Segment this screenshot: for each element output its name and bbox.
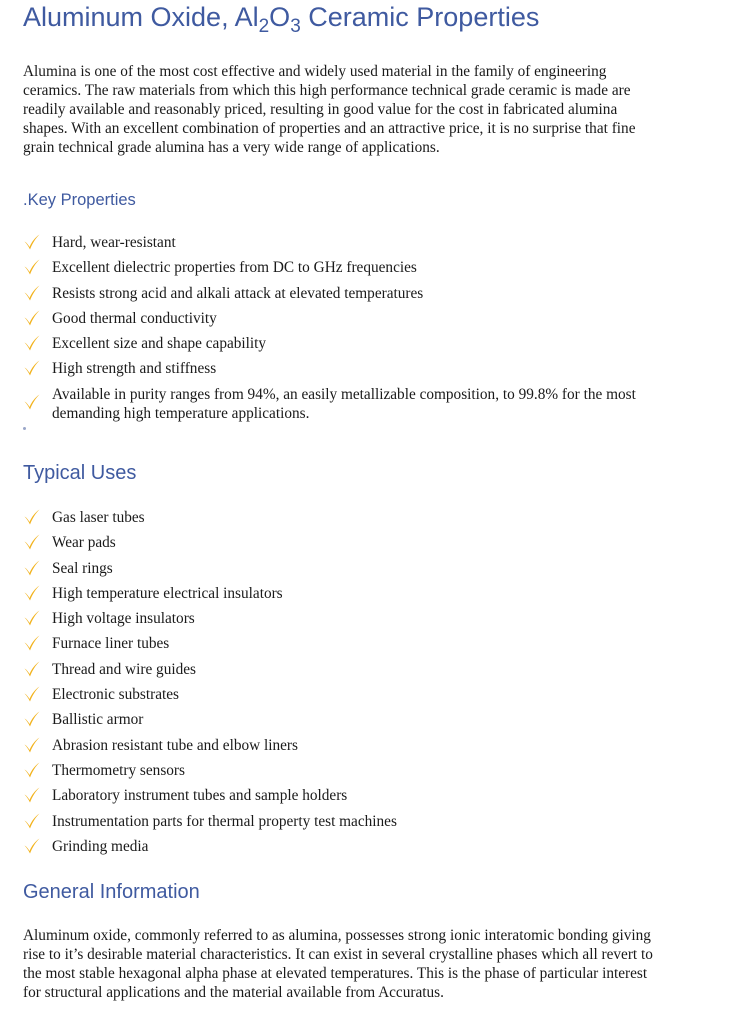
list-item-text: Available in purity ranges from 94%, an easily metallizable composition, to 99.8% for the most demanding high temperature applications. <box>52 385 636 422</box>
checkmark-icon <box>23 309 41 327</box>
list-item-text: High strength and stiffness <box>52 360 217 378</box>
general-information-heading: General Information <box>23 881 200 903</box>
checkmark-icon <box>23 685 41 703</box>
list-item <box>23 786 663 811</box>
checkmark-icon <box>23 359 41 377</box>
list-item-text: Gas laser tubes <box>52 509 145 526</box>
list-item <box>23 284 663 309</box>
list-item-text: Instrumentation parts for thermal property test machines <box>52 812 397 830</box>
list-item-text: Good thermal conductivity <box>52 309 217 327</box>
list-item <box>23 710 663 735</box>
list-item <box>23 609 663 634</box>
checkmark-icon <box>23 837 41 855</box>
list-item <box>23 837 663 862</box>
checkmark-icon <box>23 812 41 830</box>
checkmark-icon <box>23 233 41 251</box>
list-item-text: Seal rings <box>52 559 113 577</box>
list-item <box>23 559 663 584</box>
checkmark-icon <box>23 258 41 276</box>
key-properties-heading: .Key Properties <box>23 191 136 209</box>
checkmark-icon <box>23 334 41 352</box>
list-item-text: Electronic substrates <box>52 686 180 704</box>
list-item <box>23 385 663 425</box>
checkmark-icon <box>23 559 41 577</box>
list-item <box>23 736 663 761</box>
typical-uses-heading: Typical Uses <box>23 462 137 484</box>
list-item-text: Wear pads <box>52 534 116 552</box>
list-item-text: Excellent dielectric properties from DC to GHz frequencies <box>52 259 417 277</box>
list-item-text: Thermometry sensors <box>52 761 185 779</box>
bullet-dot-icon <box>23 427 26 430</box>
list-item-text: Excellent size and shape capability <box>52 335 267 353</box>
general-information-paragraph: Aluminum oxide, commonly referred to as alumina, possesses strong ionic interatomic bonding giving rise to it’s desirable material characteristics. It can exist in several crystalline phases which all revert to the most stable hexagonal alpha phase at elevated temperatures. This is the phase of particular interest for structural applications and the material available from Accuratus. <box>23 927 653 1001</box>
list-item <box>23 812 663 837</box>
checkmark-icon <box>23 508 41 526</box>
checkmark-icon <box>23 660 41 678</box>
checkmark-icon <box>23 284 41 302</box>
list-item <box>23 685 663 710</box>
title-subscript-2: 2 <box>258 16 270 37</box>
list-item-text: Resists strong acid and alkali attack at elevated temperatures <box>52 284 424 302</box>
checkmark-icon <box>23 710 41 728</box>
list-item <box>23 634 663 659</box>
typical-uses-list <box>23 508 663 862</box>
list-item-text: Hard, wear-resistant <box>52 234 176 251</box>
list-item <box>23 508 663 533</box>
list-item <box>23 584 663 609</box>
page-title <box>23 0 540 37</box>
list-item <box>23 533 663 558</box>
list-item <box>23 334 663 359</box>
list-item <box>23 309 663 334</box>
checkmark-icon <box>23 736 41 754</box>
checkmark-icon <box>23 609 41 627</box>
list-item-text: High temperature electrical insulators <box>52 584 283 602</box>
intro-paragraph: Alumina is one of the most cost effective and widely used material in the family of engineering ceramics. The raw materials from which this high performance technical grade ceramic is made are readily available and reasonably priced, resulting in good value for the cost in fabricated alumina shapes. With an excellent combination of properties and an attractive price, it is no surprise that fine grain technical grade alumina has a very wide range of applications. <box>23 63 636 156</box>
list-item-text: Abrasion resistant tube and elbow liners <box>52 736 298 754</box>
list-item-text: High voltage insulators <box>52 610 195 628</box>
title-mid: O <box>269 2 291 32</box>
key-properties-list <box>23 233 663 425</box>
title-suffix: Ceramic Properties <box>300 2 540 32</box>
list-item <box>23 761 663 786</box>
title-subscript-3: 3 <box>290 16 301 37</box>
checkmark-icon <box>23 533 41 551</box>
checkmark-icon <box>23 786 41 804</box>
list-item-text: Laboratory instrument tubes and sample holders <box>52 787 348 805</box>
checkmark-icon <box>23 634 41 652</box>
checkmark-icon <box>23 393 41 411</box>
list-item <box>23 359 663 384</box>
list-item <box>23 660 663 685</box>
title-prefix: Aluminum Oxide, Al <box>23 2 259 32</box>
list-item <box>23 233 663 258</box>
list-item <box>23 258 663 283</box>
list-item-text: Grinding media <box>52 837 149 855</box>
list-item-text: Ballistic armor <box>52 711 144 729</box>
list-item-text: Thread and wire guides <box>52 660 196 678</box>
list-item-text: Furnace liner tubes <box>52 635 170 653</box>
checkmark-icon <box>23 584 41 602</box>
checkmark-icon <box>23 761 41 779</box>
